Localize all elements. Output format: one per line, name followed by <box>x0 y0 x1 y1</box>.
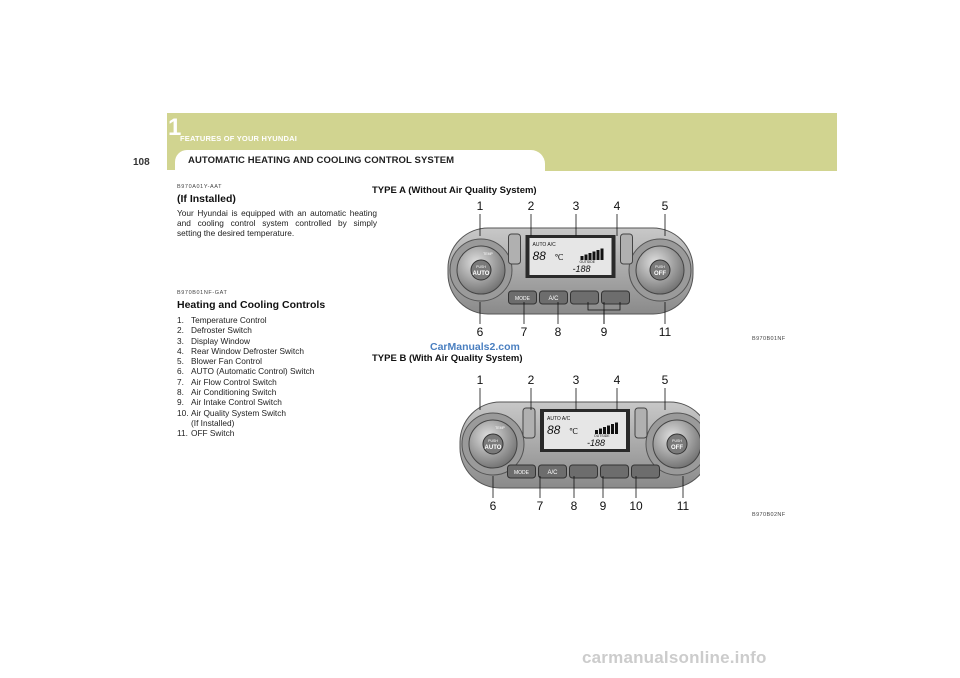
panel-button <box>571 291 599 304</box>
control-item-number: 9. <box>177 397 184 408</box>
control-item-number: 2. <box>177 325 184 336</box>
control-list-item <box>177 356 377 366</box>
defroster-switch <box>509 234 521 264</box>
callout-number: 1 <box>476 373 484 387</box>
fan-level-bar <box>597 250 600 260</box>
display-outside-label: OUTSIDE <box>594 434 610 438</box>
panel-button <box>602 291 630 304</box>
control-item-number: 8. <box>177 387 184 398</box>
figure-a-diagram <box>440 198 700 338</box>
off-push-label: PUSH <box>672 439 682 443</box>
control-item-text: Display Window <box>191 335 251 346</box>
control-item-text: Temperature Control <box>191 315 267 325</box>
fan-level-bar <box>603 427 606 434</box>
callout-number: 5 <box>661 199 669 213</box>
display-temp: 88 <box>547 423 561 437</box>
auto-button <box>483 434 503 454</box>
mode-label: MODE <box>515 296 530 302</box>
callout-number: 4 <box>613 199 621 213</box>
off-label: OFF <box>671 445 683 451</box>
temp-label: TEMP <box>495 426 505 430</box>
controls-heading: Heating and Cooling Controls <box>177 299 326 311</box>
callout-number: 5 <box>661 373 669 387</box>
callout-number: 10 <box>629 499 643 512</box>
chapter-title: FEATURES OF YOUR HYUNDAI <box>180 134 298 143</box>
callout-number: 11 <box>658 325 672 338</box>
fan-level-bar <box>581 256 584 260</box>
control-item-number: 6. <box>177 366 184 377</box>
callout-number: 2 <box>527 199 535 213</box>
control-item-number: 5. <box>177 356 184 367</box>
control-item-number: 3. <box>177 335 184 346</box>
display-outside-temp: -188 <box>587 438 606 448</box>
off-button <box>650 260 670 280</box>
display-temp: 88 <box>532 249 546 263</box>
callout-number: 3 <box>572 199 580 213</box>
chapter-number: 1 <box>168 114 182 141</box>
temp-label: TEMP <box>483 252 493 256</box>
off-push-label: PUSH <box>655 265 665 269</box>
figure-a-title: TYPE A (Without Air Quality System) <box>372 185 537 196</box>
fan-level-bar <box>593 252 596 261</box>
control-item-number: 10. <box>177 407 189 418</box>
fan-level-bar <box>585 255 588 261</box>
callout-number: 7 <box>536 499 544 512</box>
controls-list <box>177 315 377 439</box>
callout-number: 2 <box>527 373 535 387</box>
callout-number: 9 <box>600 325 608 338</box>
display-outside-label: OUTSIDE <box>579 260 596 264</box>
figure-b-diagram <box>440 372 700 512</box>
auto-label: AUTO <box>472 271 490 277</box>
off-button <box>667 434 687 454</box>
header-band <box>0 0 960 170</box>
control-item-number: 7. <box>177 376 184 387</box>
callout-number: 1 <box>476 199 484 213</box>
figure-b-title: TYPE B (With Air Quality System) <box>372 353 523 364</box>
auto-label: AUTO <box>484 445 502 451</box>
control-list-item <box>177 377 377 387</box>
figure-b-code: B970B02NF <box>752 512 786 518</box>
control-item-text: OFF Switch <box>191 428 235 439</box>
fan-level-bar <box>589 253 592 260</box>
controls-code: B970B01NF-GAT <box>177 290 228 296</box>
callout-number: 4 <box>613 373 621 387</box>
rear-defroster-switch <box>621 234 633 264</box>
control-list-item <box>177 428 377 438</box>
fan-level-bar <box>599 429 602 435</box>
display-unit: ℃ <box>554 253 564 262</box>
page-number: 108 <box>133 157 150 168</box>
callout-number: 7 <box>520 325 528 338</box>
fan-level-bar <box>615 423 618 435</box>
figure-a-code: B970B01NF <box>752 336 786 342</box>
display-unit: ℃ <box>569 427 578 436</box>
controls-block <box>177 290 377 439</box>
auto-push-label: PUSH <box>476 265 486 269</box>
control-list-item <box>177 336 377 346</box>
auto-push-label: PUSH <box>488 439 498 443</box>
watermark-mid[interactable]: CarManuals2.com <box>430 341 520 353</box>
auto-button <box>471 260 491 280</box>
intro-block <box>177 184 377 239</box>
intro-code: B970A01Y-AAT <box>177 184 223 190</box>
callout-number: 6 <box>476 325 484 338</box>
control-list-item <box>177 408 377 429</box>
display-auto-ac: AUTO A/C <box>547 416 571 422</box>
watermark-bottom[interactable]: carmanualsonline.info <box>582 648 767 667</box>
control-item-text: Air Quality System Switch (If Installed) <box>191 407 286 428</box>
off-label: OFF <box>654 271 666 277</box>
defroster-switch <box>523 408 535 438</box>
intro-heading: (If Installed) <box>177 193 236 205</box>
ac-label: A/C <box>548 296 559 302</box>
control-item-text: Air Flow Control Switch <box>191 376 277 387</box>
control-list-item <box>177 387 377 397</box>
control-item-text: Air Intake Control Switch <box>191 397 282 408</box>
control-item-text: Defroster Switch <box>191 325 252 336</box>
rear-defroster-switch <box>635 408 647 438</box>
callout-number: 8 <box>570 499 578 512</box>
control-list-item <box>177 366 377 376</box>
display-auto-ac: AUTO A/C <box>532 242 556 248</box>
mode-label: MODE <box>514 470 529 476</box>
header-band-right <box>545 150 837 171</box>
control-item-text: AUTO (Automatic Control) Switch <box>191 366 315 377</box>
callout-number: 3 <box>572 373 580 387</box>
control-item-number: 1. <box>177 315 184 325</box>
panel-button <box>601 465 629 478</box>
callout-number: 6 <box>489 499 497 512</box>
callout-number: 11 <box>676 499 690 512</box>
ac-label: A/C <box>547 470 558 476</box>
control-item-text: Air Conditioning Switch <box>191 387 277 398</box>
control-list-item <box>177 346 377 356</box>
section-title: AUTOMATIC HEATING AND COOLING CONTROL SYSTEM <box>188 155 455 166</box>
control-item-number: 11. <box>177 428 188 439</box>
callout-number: 8 <box>554 325 562 338</box>
fan-level-bar <box>611 424 614 434</box>
control-list-item <box>177 325 377 335</box>
fan-level-bar <box>607 426 610 435</box>
display-outside-temp: -188 <box>572 264 591 274</box>
callout-number: 9 <box>599 499 607 512</box>
control-list-item <box>177 315 377 325</box>
control-item-text: Rear Window Defroster Switch <box>191 345 304 356</box>
intro-body: Your Hyundai is equipped with an automatic heating and cooling control system controlled by simply setting the desired temperature. <box>177 208 377 239</box>
control-list-item <box>177 397 377 407</box>
control-item-text: Blower Fan Control <box>191 356 263 367</box>
fan-level-bar <box>595 430 598 434</box>
control-item-number: 4. <box>177 345 184 356</box>
fan-level-bar <box>601 249 604 261</box>
